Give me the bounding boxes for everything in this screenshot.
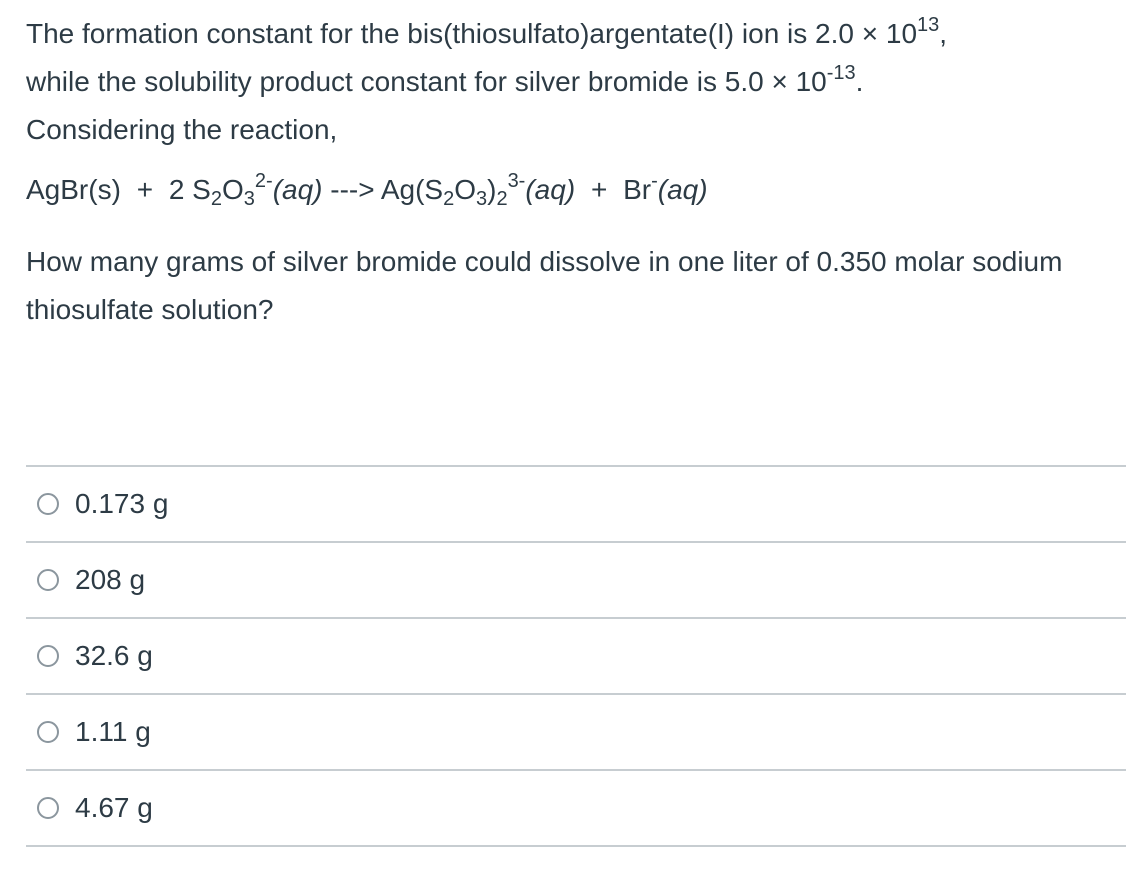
subscript: 2 (443, 188, 455, 210)
answer-label: 208 g (75, 564, 146, 595)
radio-button-icon[interactable] (37, 569, 59, 591)
product-complex (380, 170, 576, 210)
state: (aq) (272, 174, 323, 205)
subscript: 3 (475, 188, 488, 210)
answer-label: 4.67 g (75, 792, 153, 823)
reactant-agbr: AgBr(s) (26, 174, 121, 205)
question-line-2: while the solubility product constant for silver bromide is 5.0 × 10 (26, 66, 827, 97)
exponent: 13 (917, 14, 940, 36)
reaction-equation (26, 166, 1116, 214)
answer-label: 32.6 g (75, 640, 153, 671)
radio-button-icon[interactable] (37, 645, 59, 667)
question-text (26, 10, 1116, 334)
answer-list (26, 465, 1126, 847)
formula-part: Br (623, 174, 652, 205)
punctuation: , (939, 18, 948, 49)
radio-button-icon[interactable] (37, 797, 59, 819)
formula-part: O (454, 174, 476, 205)
question-prompt: How many grams of silver bromide could dissolve in one liter of 0.350 molar sodium thiosulfate solution? (26, 246, 1063, 325)
plus-sign: + (136, 174, 154, 205)
charge: 3- (507, 170, 526, 192)
answer-option[interactable] (26, 695, 1126, 771)
formula-part: ) (487, 174, 497, 205)
radio-button-icon[interactable] (37, 721, 59, 743)
subscript: 2 (210, 188, 222, 210)
answer-label: 1.11 g (75, 716, 151, 747)
charge: 2- (254, 170, 273, 192)
answer-label: 0.173 g (75, 488, 169, 519)
exponent: -13 (826, 62, 856, 84)
formula-part: O (221, 174, 244, 205)
question-line-1: The formation constant for the bis(thiosulfato)argentate(I) ion is 2.0 × 10 (26, 18, 918, 49)
radio-button-icon[interactable] (37, 493, 59, 515)
answer-option[interactable] (26, 543, 1126, 619)
plus-sign: + (590, 174, 608, 205)
answer-option[interactable] (26, 619, 1126, 695)
subscript: 3 (243, 188, 255, 210)
charge: - (651, 170, 658, 192)
subscript: 2 (496, 188, 508, 210)
formula-part: Ag(S (380, 174, 444, 205)
question-intro (26, 10, 1116, 154)
reactant-thiosulfate (168, 170, 323, 210)
answer-option[interactable] (26, 771, 1126, 847)
state: (aq) (525, 174, 576, 205)
product-bromide (623, 170, 708, 205)
formula-part: 2 S (168, 174, 211, 205)
answer-option[interactable] (26, 467, 1126, 543)
question-line-3: Considering the reaction, (26, 114, 338, 145)
state: (aq) (657, 174, 708, 205)
punctuation: . (855, 66, 864, 97)
reaction-arrow: ---> (330, 174, 375, 205)
